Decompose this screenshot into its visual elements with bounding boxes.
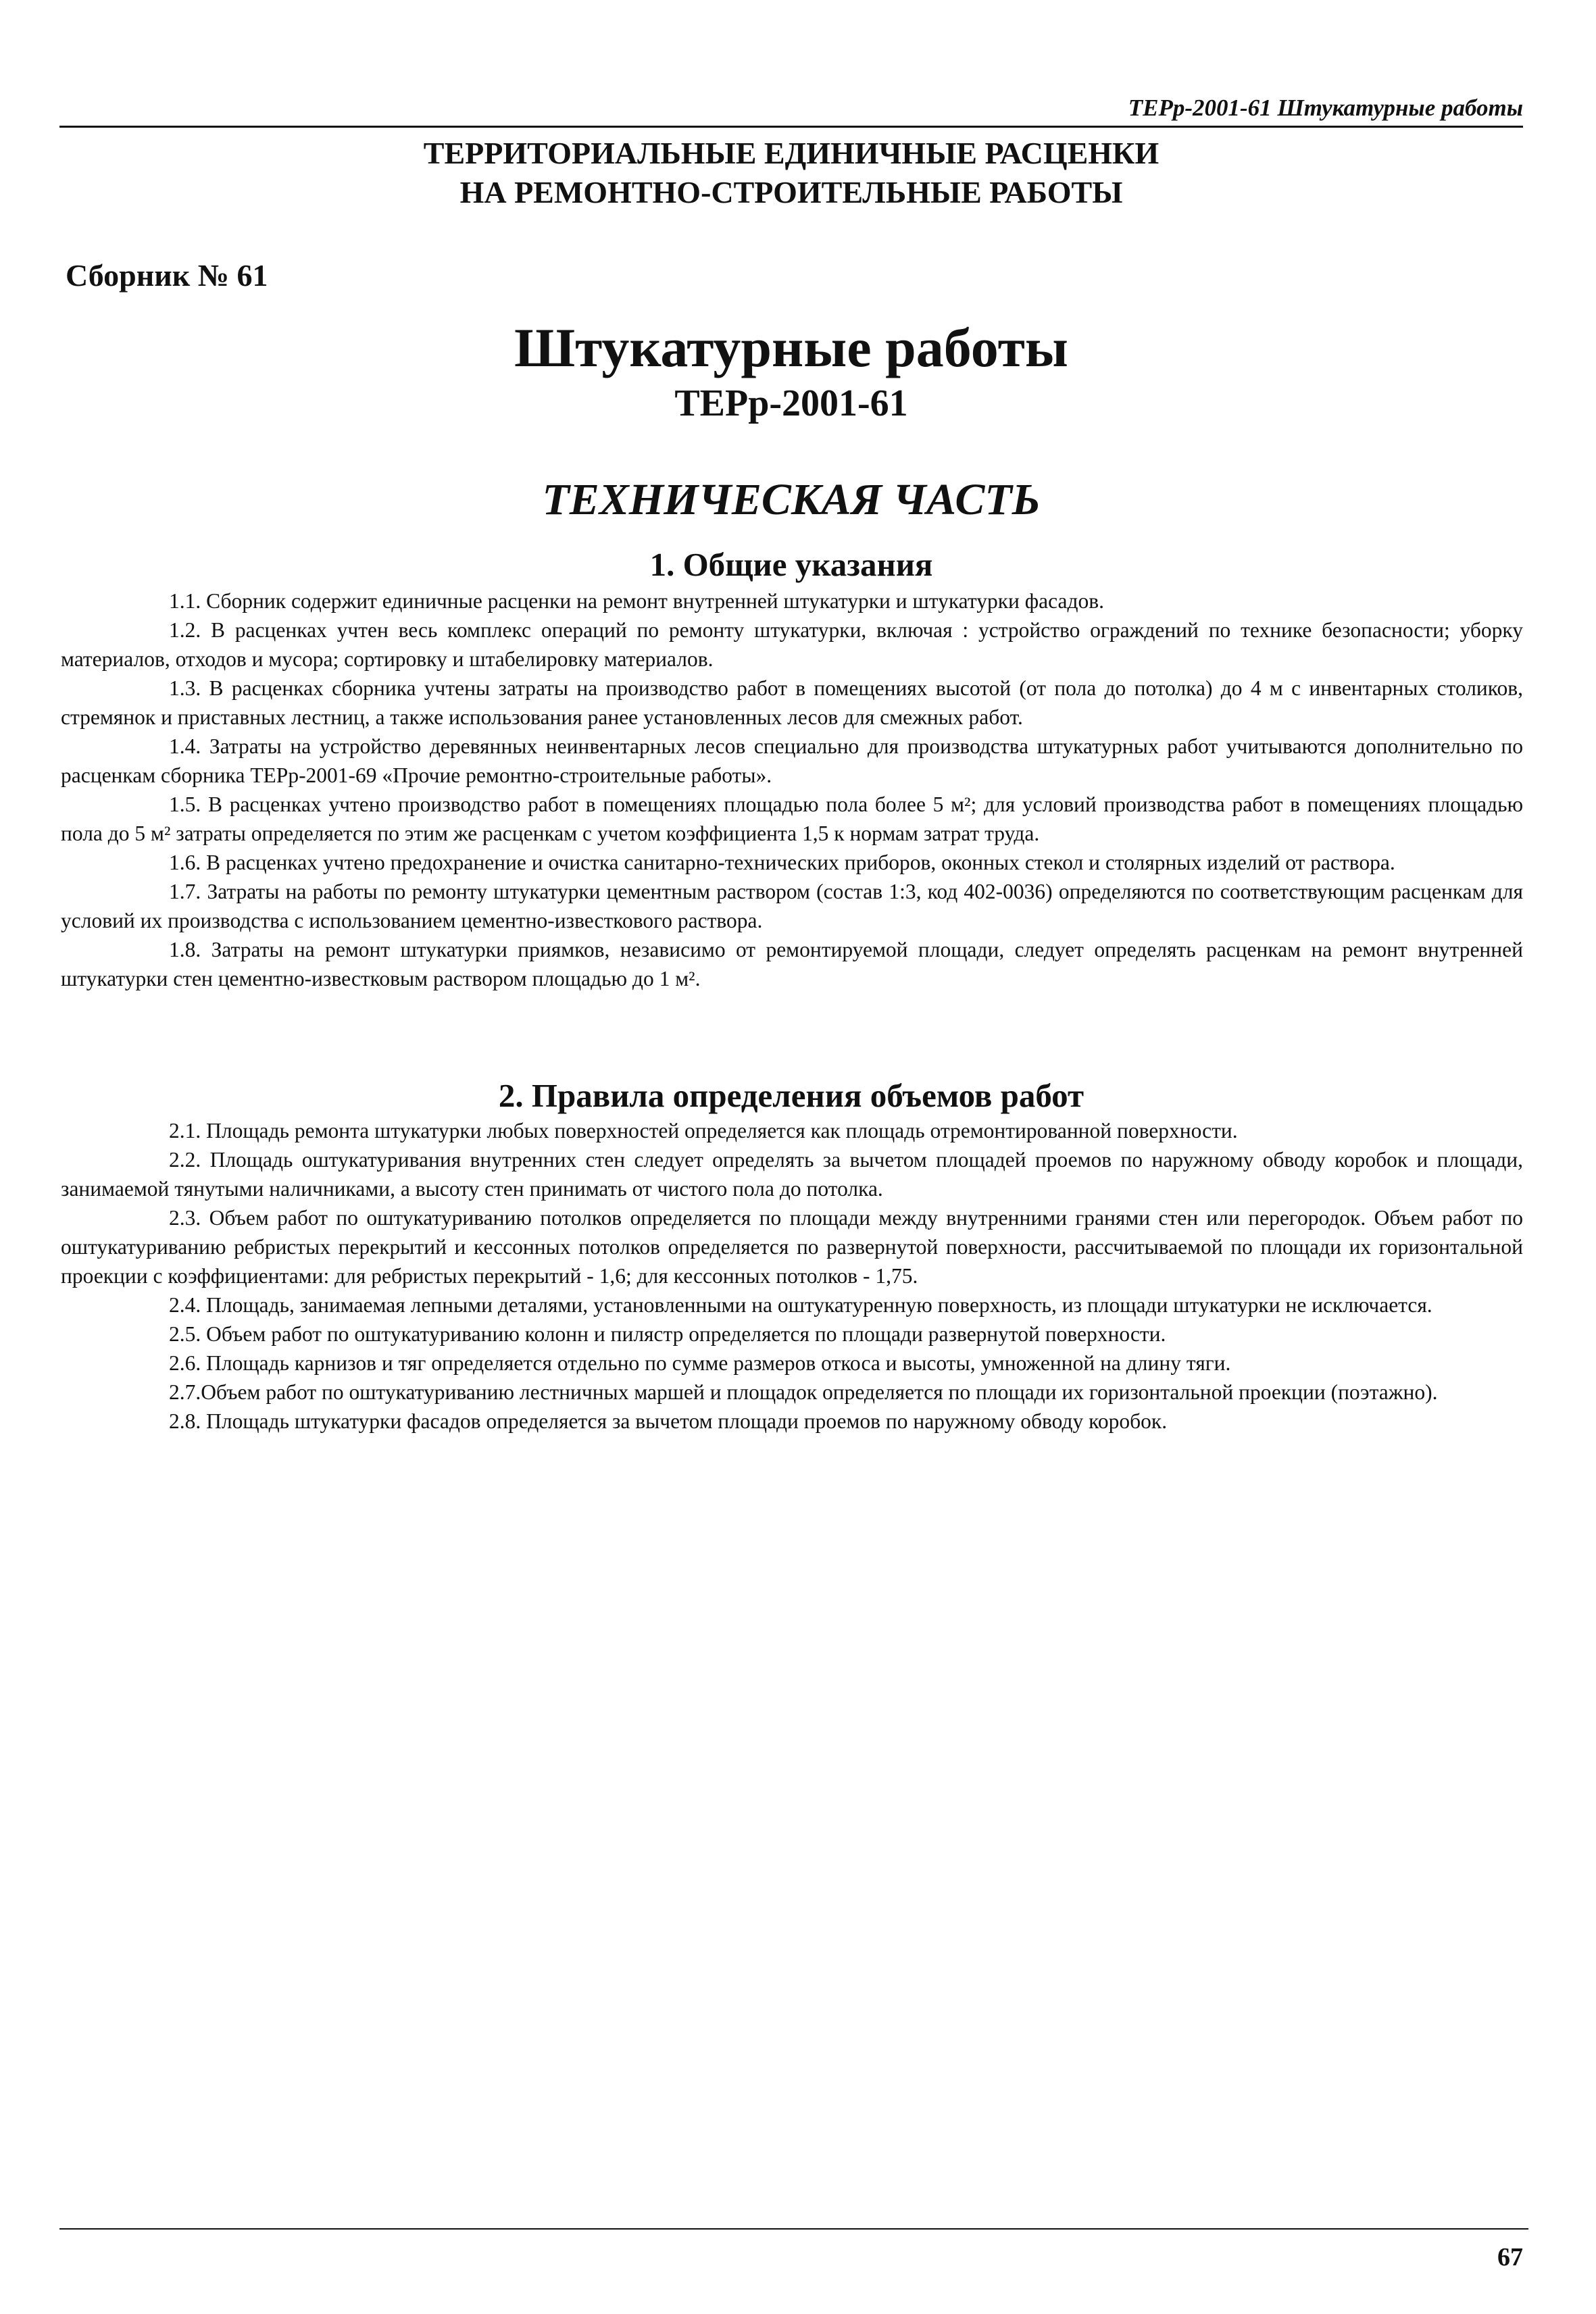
header-rule [59,126,1523,128]
paragraph-2-4: 2.4. Площадь, занимаемая лепными деталями, установленными на оштукатуренную поверхность, из площади штукатурки не исключается. [169,1293,1432,1317]
paragraph-2-1: 2.1. Площадь ремонта штукатурки любых поверхностей определяется как площадь отремонтированной поверхности. [169,1119,1238,1142]
page-number: 67 [1497,2243,1523,2271]
paragraph-1-1: 1.1. Сборник содержит единичные расценки на ремонт внутренней штукатурки и штукатурки фасадов. [169,589,1105,613]
paragraph-2-7: 2.7.Объем работ по оштукатуриванию лестничных маршей и площадок определяется по площади их горизонтальной проекции (поэтажно). [169,1380,1438,1404]
footer-rule [59,2228,1528,2230]
main-title-line-2: НА РЕМОНТНО-СТРОИТЕЛЬНЫЕ РАБОТЫ [459,175,1123,209]
book-title: Штукатурные работы [514,317,1068,378]
paragraph-1-7: 1.7. Затраты на работы по ремонту штукатурки цементным раствором (состав 1:3, код 402-0036) определяются по соответствующим расценкам для условий их производства с использованием цементно-известкового раствора. [61,880,1523,932]
section-2-heading: 2. Правила определения объемов работ [498,1077,1084,1114]
paragraph-1-6: 1.6. В расценках учтено предохранение и очистка санитарно-технических приборов, оконных стекол и столярных изделий от раствора. [169,851,1395,874]
paragraph-2-6: 2.6. Площадь карнизов и тяг определяется отдельно по сумме размеров откоса и высоты, умноженной на длину тяги. [169,1351,1231,1375]
section-1-body [61,586,1523,993]
main-title [59,134,1523,212]
paragraph-2-5: 2.5. Объем работ по оштукатуриванию колонн и пилястр определяется по площади развернутой поверхности. [169,1322,1166,1346]
paragraph-2-8: 2.8. Площадь штукатурки фасадов определяется за вычетом площади проемов по наружному обводу коробок. [169,1409,1168,1433]
paragraph-1-2: 1.2. В расценках учтен весь комплекс операций по ремонту штукатурки, включая : устройство ограждений по технике безопасности; уборку материалов, отходов и мусора; сортировку и штабелировку материалов. [61,618,1523,671]
paragraph-1-4: 1.4. Затраты на устройство деревянных неинвентарных лесов специально для производства штукатурных работ учитываются дополнительно по расценкам сборника ТЕРр-2001-69 «Прочие ремонтно-строительные работы». [61,734,1523,787]
main-title-line-1: ТЕРРИТОРИАЛЬНЫЕ ЕДИНИЧНЫЕ РАСЦЕНКИ [423,136,1159,170]
book-code: ТЕРр-2001-61 [674,382,908,424]
paragraph-2-3: 2.3. Объем работ по оштукатуриванию потолков определяется по площади между внутренними гранями стен или перегородок. Объем работ по оштукатуриванию ребристых перекрытий и кессонных потолков определяется по развернутой поверхности, рассчитываемой по площади их горизонтальной проекции с коэффициентами: для ребристых перекрытий - 1,6; для кессонных потолков - 1,75. [61,1206,1523,1288]
paragraph-2-2: 2.2. Площадь оштукатуривания внутренних стен следует определять за вычетом площадей проемов по наружному обводу коробок и площади, занимаемой тянутыми наличниками, а высоту стен принимать от чистого пола до потолка. [61,1148,1523,1201]
section-2-body [61,1116,1523,1436]
paragraph-1-3: 1.3. В расценках сборника учтены затраты на производство работ в помещениях высотой (от пола до потолка) до 4 м с инвентарных столиков, стремянок и приставных лестниц, а также использования ранее установленных лесов для смежных работ. [61,676,1523,729]
section-1-heading: 1. Общие указания [649,546,933,583]
collection-number: Сборник № 61 [66,258,268,293]
paragraph-1-5: 1.5. В расценках учтено производство работ в помещениях площадью пола более 5 м²; для условий производства работ в помещениях площадью пола до 5 м² затраты определяется по этим же расценкам с учетом коэффициента 1,5 к нормам затрат труда. [61,793,1523,845]
paragraph-1-8: 1.8. Затраты на ремонт штукатурки приямков, независимо от ремонтируемой площади, следует определять расценкам на ремонт внутренней штукатурки стен цементно-известковым раствором площадью до 1 м². [61,938,1523,990]
running-header: ТЕРр-2001-61 Штукатурные работы [1128,95,1523,121]
part-title: ТЕХНИЧЕСКАЯ ЧАСТЬ [542,475,1041,524]
